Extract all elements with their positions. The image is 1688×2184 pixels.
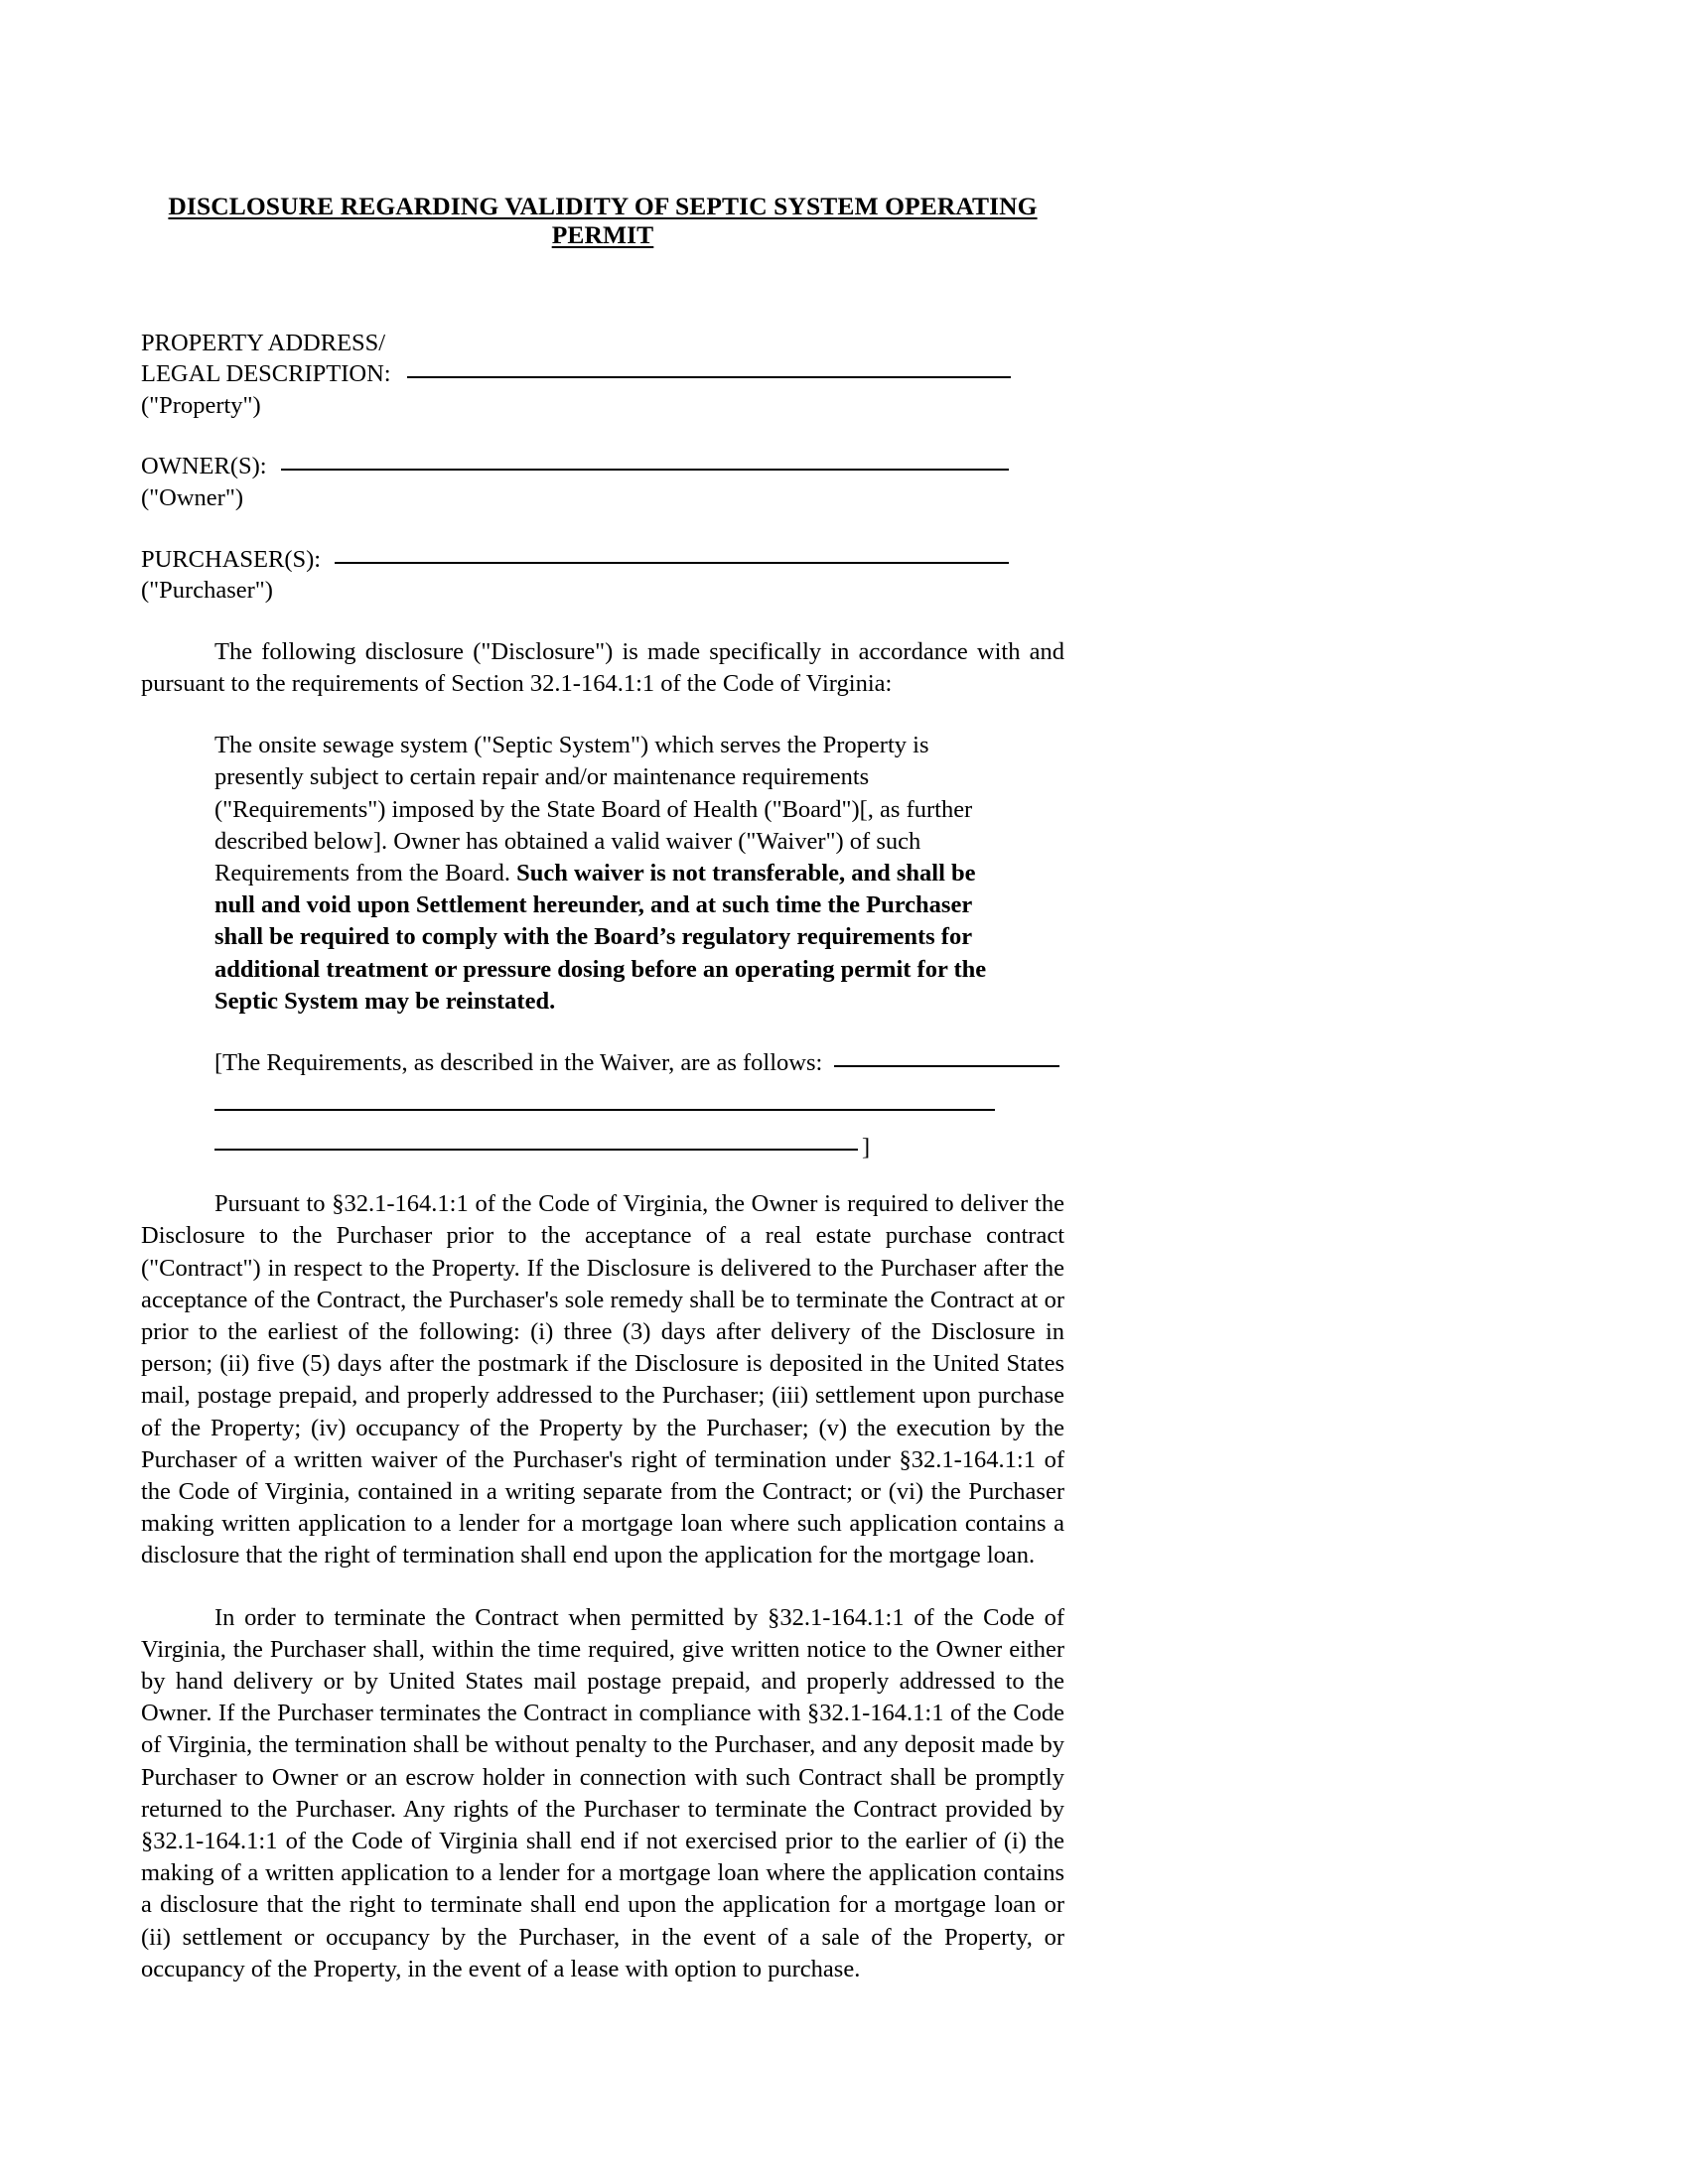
spacer-before-terminate bbox=[141, 1572, 1064, 1602]
purchaser-label: PURCHASER(S): bbox=[141, 545, 322, 573]
legal-description-label: LEGAL DESCRIPTION: bbox=[141, 360, 391, 388]
termination-paragraph: In order to terminate the Contract when permitted by §32.1-164.1:1 of the Code of Virginia, the Purchaser shall, within the time required, give written notice to the Owner either by hand delivery or by United States mail postage prepaid, and properly addressed to the Owner. If the Purchaser terminates the Contract in compliance with §32.1-164.1:1 of the Code of Virginia, the termination shall be without penalty to the Purchaser, and any deposit made by Purchaser to Owner or an escrow holder in connection with such Contract shall be promptly returned to the Purchaser. Any rights of the Purchaser to terminate the Contract provided by §32.1-164.1:1 of the Code of Virginia shall end if not exercised prior to the earlier of (i) the making of a written application to a lender for a mortgage loan where the application contains a disclosure that the right to terminate shall end upon the application for a mortgage loan or (ii) settlement or occupancy by the Purchaser, in the event of a sale of the Property, or occupancy of the Property, in the event of a lease with option to purchase. bbox=[141, 1603, 1064, 1982]
document-sheet bbox=[141, 0, 1064, 1985]
party-fields-section bbox=[141, 328, 1064, 607]
owner-label: OWNER(S): bbox=[141, 453, 267, 480]
purchaser-defined-term-row bbox=[141, 575, 1064, 607]
requirements-closing-bracket: ] bbox=[862, 1133, 871, 1160]
spacer-before-disclosure-block bbox=[141, 700, 1064, 730]
disclosure-block-bold-text: Such waiver is not transferable, and shall be null and void upon Settlement hereunder, and at such time the Purchaser shall be required to comply with the Board’s regulatory requirements for additional treatment or pressure dosing before an operating permit for the Septic System may be reinstated. bbox=[214, 860, 987, 1015]
property-defined-term-row bbox=[141, 390, 1064, 422]
property-address-row bbox=[141, 328, 1064, 359]
disclosure-block bbox=[214, 730, 995, 1018]
intro-paragraph: The following disclosure ("Disclosure") is made specifically in accordance with and pursuant to the requirements of Section 32.1-164.1:1 of the Code of Virginia: bbox=[141, 637, 1064, 697]
requirements-input-line-3[interactable] bbox=[214, 1149, 858, 1151]
spacer-before-requirements bbox=[141, 1018, 1064, 1047]
page-title-text: DISCLOSURE REGARDING VALIDITY OF SEPTIC SYSTEM OPERATING PERMIT bbox=[168, 192, 1038, 250]
legal-description-row bbox=[141, 358, 1064, 390]
requirements-line-2-row bbox=[214, 1079, 1064, 1119]
owner-row bbox=[141, 451, 1064, 482]
pursuant-paragraph: Pursuant to §32.1-164.1:1 of the Code of Virginia, the Owner is required to deliver the Disclosure to the Purchaser prior to the acceptance of a real estate purchase contract ("Contract") in respect to the Property. If the Disclosure is delivered to the Purchaser after the acceptance of the Contract, the Purchaser's sole remedy shall be to terminate the Contract at or prior to the earliest of the following: (i) three (3) days after delivery of the Disclosure in person; (ii) five (5) days after the postmark if the Disclosure is deposited in the United States mail, postage prepaid, and properly addressed to the Purchaser; (iii) settlement upon purchase of the Property; (iv) occupancy of the Property by the Purchaser; (v) the execution by the Purchaser of a written waiver of the Purchaser's right of termination under §32.1-164.1:1 of the Code of Virginia, contained in a writing separate from the Contract; or (vi) the Purchaser making written application to a lender for a mortgage loan where such application contains a disclosure that the right of termination shall end upon the application for the mortgage loan. bbox=[141, 1190, 1064, 1570]
purchaser-row bbox=[141, 544, 1064, 576]
requirements-lead-text: [The Requirements, as described in the Waiver, are as follows: bbox=[214, 1049, 823, 1077]
owner-defined-term: ("Owner") bbox=[141, 484, 243, 511]
page-title bbox=[141, 0, 1064, 250]
owner-input[interactable] bbox=[281, 469, 1009, 471]
owner-defined-term-row bbox=[141, 482, 1064, 514]
property-defined-term: ("Property") bbox=[141, 391, 261, 419]
requirements-fill-in-section bbox=[214, 1047, 1064, 1159]
requirements-input-line-1[interactable] bbox=[834, 1065, 1059, 1067]
spacer-before-intro bbox=[141, 607, 1064, 636]
purchaser-input[interactable] bbox=[335, 562, 1009, 564]
spacer-after-owner bbox=[141, 514, 1064, 544]
spacer-before-pursuant bbox=[141, 1159, 1064, 1188]
purchaser-defined-term: ("Purchaser") bbox=[141, 577, 273, 605]
requirements-line-3-row bbox=[214, 1119, 1064, 1159]
requirements-input-line-2[interactable] bbox=[214, 1109, 995, 1111]
requirements-lead-row bbox=[214, 1047, 1064, 1079]
spacer-after-property bbox=[141, 421, 1064, 451]
disclosure-block-regular-text: The onsite sewage system ("Septic System") which serves the Property is presently subject to certain repair and/or maintenance requirements ("Requirements") imposed by the State Board of Health ("Board")[, as further described below]. Owner has obtained a valid waiver ("Waiver") of such Requirements from the Board. bbox=[214, 732, 973, 887]
property-address-label-line1: PROPERTY ADDRESS/ bbox=[141, 329, 386, 356]
property-address-input[interactable] bbox=[407, 376, 1011, 378]
